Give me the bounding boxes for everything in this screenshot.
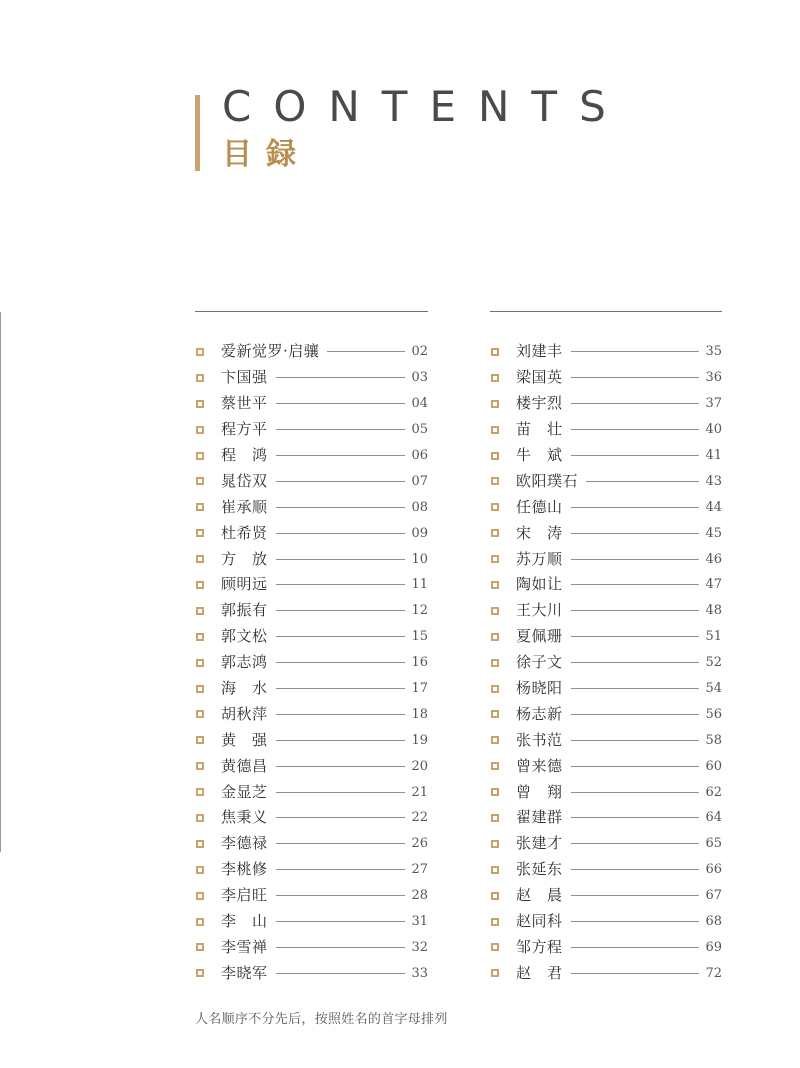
toc-entry-name: 张延东 xyxy=(516,860,563,879)
toc-entry[interactable] xyxy=(195,805,428,831)
toc-entry[interactable] xyxy=(195,572,428,598)
toc-entry-page: 26 xyxy=(411,836,428,852)
leader-line xyxy=(571,455,699,456)
toc-entry-name: 李桃修 xyxy=(221,860,268,879)
toc-entry-name: 欧阳璞石 xyxy=(516,471,579,490)
toc-entry[interactable] xyxy=(490,417,722,443)
toc-entry-name: 杨晓阳 xyxy=(516,679,563,698)
toc-entry-page: 56 xyxy=(705,706,722,722)
toc-entry[interactable] xyxy=(490,779,722,805)
toc-entry[interactable] xyxy=(490,960,722,986)
leader-line xyxy=(571,533,699,534)
toc-entry-page: 60 xyxy=(705,758,722,774)
leader-line xyxy=(276,584,405,585)
toc-entry-name: 郭文松 xyxy=(221,627,268,646)
square-bullet-icon xyxy=(196,452,204,460)
toc-entry[interactable] xyxy=(490,934,722,960)
square-bullet-icon xyxy=(491,840,499,848)
toc-entry-page: 02 xyxy=(411,344,428,360)
toc-entry-name: 焦秉义 xyxy=(221,808,268,827)
leader-line xyxy=(276,869,405,870)
toc-entry[interactable] xyxy=(490,391,722,417)
toc-list-left xyxy=(195,339,428,986)
leader-line xyxy=(276,714,405,715)
toc-entry[interactable] xyxy=(490,520,722,546)
toc-entry[interactable] xyxy=(490,572,722,598)
toc-entry[interactable] xyxy=(195,960,428,986)
toc-entry-page: 19 xyxy=(411,732,428,748)
toc-entry-page: 17 xyxy=(411,681,428,697)
toc-entry-page: 44 xyxy=(705,499,722,515)
toc-entry-name: 邹方程 xyxy=(516,937,563,956)
square-bullet-icon xyxy=(196,969,204,977)
toc-entry-page: 11 xyxy=(411,577,428,593)
toc-entry-page: 32 xyxy=(411,939,428,955)
toc-entry-name: 徐子文 xyxy=(516,653,563,672)
leader-line xyxy=(276,610,405,611)
footer-note: 人名顺序不分先后，按照姓名的首字母排列 xyxy=(195,1012,448,1027)
square-bullet-icon xyxy=(196,659,204,667)
square-bullet-icon xyxy=(196,788,204,796)
leader-line xyxy=(276,843,405,844)
title-accent-bar xyxy=(195,95,200,171)
toc-entry[interactable] xyxy=(490,676,722,702)
toc-entry-page: 45 xyxy=(705,525,722,541)
toc-entry-name: 任德山 xyxy=(516,497,563,516)
leader-line xyxy=(571,662,699,663)
toc-entry[interactable] xyxy=(490,546,722,572)
toc-entry[interactable] xyxy=(490,624,722,650)
square-bullet-icon xyxy=(491,788,499,796)
toc-entry-name: 蔡世平 xyxy=(221,394,268,413)
toc-entry[interactable] xyxy=(490,753,722,779)
toc-entry-page: 18 xyxy=(411,706,428,722)
toc-entry-name: 牛 斌 xyxy=(516,446,563,464)
square-bullet-icon xyxy=(196,633,204,641)
leader-line xyxy=(276,636,405,637)
toc-entry-name: 张书范 xyxy=(516,730,563,749)
square-bullet-icon xyxy=(196,710,204,718)
toc-entry-page: 03 xyxy=(411,370,428,386)
square-bullet-icon xyxy=(196,736,204,744)
square-bullet-icon xyxy=(491,866,499,874)
square-bullet-icon xyxy=(491,918,499,926)
toc-entry[interactable] xyxy=(195,339,428,365)
leader-line xyxy=(571,610,699,611)
toc-entry-name: 李德禄 xyxy=(221,834,268,853)
toc-entry-name: 李晓军 xyxy=(221,963,268,982)
square-bullet-icon xyxy=(491,685,499,693)
square-bullet-icon xyxy=(196,607,204,615)
leader-line xyxy=(276,947,405,948)
leader-line xyxy=(571,507,699,508)
page-edge-rule xyxy=(0,312,1,852)
leader-line xyxy=(276,429,405,430)
toc-entry-page: 52 xyxy=(705,655,722,671)
toc-entry-page: 43 xyxy=(705,473,722,489)
square-bullet-icon xyxy=(491,503,499,511)
toc-entry[interactable] xyxy=(195,417,428,443)
toc-entry-page: 48 xyxy=(705,603,722,619)
toc-entry[interactable] xyxy=(490,857,722,883)
toc-entry-page: 40 xyxy=(705,422,722,438)
toc-entry-page: 08 xyxy=(411,499,428,515)
toc-entry[interactable] xyxy=(490,831,722,857)
leader-line xyxy=(276,817,405,818)
toc-entry-name: 曾来德 xyxy=(516,756,563,775)
toc-entry-name: 杨志新 xyxy=(516,704,563,723)
toc-entry[interactable] xyxy=(195,727,428,753)
toc-entry-name: 王大川 xyxy=(516,601,563,620)
square-bullet-icon xyxy=(491,633,499,641)
toc-entry[interactable] xyxy=(195,883,428,909)
toc-entry[interactable] xyxy=(490,650,722,676)
leader-line xyxy=(571,792,699,793)
toc-entry-name: 黄德昌 xyxy=(221,756,268,775)
toc-entry[interactable] xyxy=(490,494,722,520)
toc-entry[interactable] xyxy=(195,365,428,391)
toc-entry-name: 程方平 xyxy=(221,420,268,439)
toc-entry-name: 翟建群 xyxy=(516,808,563,827)
square-bullet-icon xyxy=(491,374,499,382)
leader-line xyxy=(571,817,699,818)
toc-entry-page: 10 xyxy=(411,551,428,567)
leader-line xyxy=(571,869,699,870)
page-title-cn: 目録 xyxy=(222,137,310,172)
toc-entry-name: 楼宇烈 xyxy=(516,394,563,413)
toc-entry[interactable] xyxy=(195,443,428,469)
square-bullet-icon xyxy=(491,555,499,563)
leader-line xyxy=(571,766,699,767)
square-bullet-icon xyxy=(196,685,204,693)
toc-column-left xyxy=(195,311,428,982)
toc-entry-name: 赵同科 xyxy=(516,912,563,931)
column-top-rule xyxy=(490,311,722,312)
toc-entry-name: 海 水 xyxy=(221,679,268,698)
toc-entry-name: 赵 晨 xyxy=(516,886,563,905)
toc-entry-page: 27 xyxy=(411,862,428,878)
toc-entry[interactable] xyxy=(490,909,722,935)
square-bullet-icon xyxy=(491,581,499,589)
square-bullet-icon xyxy=(196,762,204,770)
leader-line xyxy=(571,947,699,948)
leader-line xyxy=(571,377,699,378)
leader-line xyxy=(571,403,699,404)
toc-entry-name: 晁岱双 xyxy=(221,471,268,490)
toc-entry-page: 36 xyxy=(705,370,722,386)
square-bullet-icon xyxy=(196,892,204,900)
toc-entry-name: 曾 翔 xyxy=(516,782,563,801)
toc-entry-name: 刘建丰 xyxy=(516,342,563,361)
leader-line xyxy=(571,973,699,974)
leader-line xyxy=(276,921,405,922)
toc-entry[interactable] xyxy=(195,831,428,857)
toc-entry[interactable] xyxy=(490,598,722,624)
square-bullet-icon xyxy=(491,426,499,434)
toc-entry[interactable] xyxy=(195,391,428,417)
square-bullet-icon xyxy=(196,555,204,563)
square-bullet-icon xyxy=(491,348,499,356)
square-bullet-icon xyxy=(196,374,204,382)
page-title-en: CONTENTS xyxy=(222,82,628,131)
toc-entry-name: 李启旺 xyxy=(221,886,268,905)
leader-line xyxy=(571,921,699,922)
leader-line xyxy=(586,481,699,482)
toc-entry[interactable] xyxy=(490,339,722,365)
toc-entry-page: 20 xyxy=(411,758,428,774)
toc-entry-page: 46 xyxy=(705,551,722,567)
toc-entry[interactable] xyxy=(490,701,722,727)
square-bullet-icon xyxy=(491,607,499,615)
square-bullet-icon xyxy=(491,659,499,667)
toc-entry-page: 41 xyxy=(705,448,722,463)
toc-entry-page: 64 xyxy=(705,810,722,826)
toc-entry[interactable] xyxy=(195,934,428,960)
toc-entry[interactable] xyxy=(195,676,428,702)
square-bullet-icon xyxy=(196,840,204,848)
toc-entry-page: 06 xyxy=(411,448,428,463)
square-bullet-icon xyxy=(196,814,204,822)
square-bullet-icon xyxy=(196,348,204,356)
toc-entry-page: 04 xyxy=(411,396,428,412)
toc-entry[interactable] xyxy=(490,727,722,753)
square-bullet-icon xyxy=(196,400,204,408)
toc-entry-name: 梁国英 xyxy=(516,368,563,387)
square-bullet-icon xyxy=(491,892,499,900)
toc-entry[interactable] xyxy=(195,909,428,935)
toc-entry-name: 宋 涛 xyxy=(516,523,563,542)
toc-list-right xyxy=(490,339,722,986)
leader-line xyxy=(276,973,405,974)
toc-entry-name: 卞国强 xyxy=(221,368,268,387)
toc-entry-page: 15 xyxy=(411,629,428,645)
toc-entry[interactable] xyxy=(195,779,428,805)
square-bullet-icon xyxy=(491,943,499,951)
square-bullet-icon xyxy=(196,918,204,926)
leader-line xyxy=(571,895,699,896)
toc-entry-page: 31 xyxy=(411,914,428,930)
toc-entry[interactable] xyxy=(490,883,722,909)
toc-entry-page: 22 xyxy=(411,810,428,826)
toc-entry-page: 65 xyxy=(705,836,722,852)
toc-entry[interactable] xyxy=(195,546,428,572)
toc-entry-name: 郭志鸿 xyxy=(221,653,268,672)
toc-entry[interactable] xyxy=(195,520,428,546)
toc-entry-page: 35 xyxy=(705,344,722,360)
toc-entry-page: 51 xyxy=(705,629,722,645)
toc-entry-name: 方 放 xyxy=(221,549,268,568)
square-bullet-icon xyxy=(491,969,499,977)
leader-line xyxy=(276,455,405,456)
leader-line xyxy=(276,792,405,793)
square-bullet-icon xyxy=(491,529,499,537)
leader-line xyxy=(276,533,405,534)
toc-entry-name: 陶如让 xyxy=(516,575,563,594)
leader-line xyxy=(276,507,405,508)
toc-entry[interactable] xyxy=(490,365,722,391)
square-bullet-icon xyxy=(491,400,499,408)
toc-entry-name: 顾明远 xyxy=(221,575,268,594)
square-bullet-icon xyxy=(491,736,499,744)
toc-entry-name: 李 山 xyxy=(221,912,268,931)
leader-line xyxy=(276,740,405,741)
toc-entry-page: 54 xyxy=(705,681,722,697)
toc-entry-page: 66 xyxy=(705,862,722,878)
leader-line xyxy=(276,377,405,378)
square-bullet-icon xyxy=(491,477,499,485)
toc-entry-name: 赵 君 xyxy=(516,963,563,982)
toc-entry[interactable] xyxy=(195,753,428,779)
leader-line xyxy=(276,895,405,896)
leader-line xyxy=(571,351,699,352)
square-bullet-icon xyxy=(491,452,499,460)
leader-line xyxy=(571,584,699,585)
toc-entry-name: 金显芝 xyxy=(221,782,268,801)
toc-entry-page: 28 xyxy=(411,888,428,904)
toc-entry-name: 苗 壮 xyxy=(516,420,563,439)
toc-entry-name: 夏佩珊 xyxy=(516,627,563,646)
leader-line xyxy=(276,688,405,689)
toc-entry[interactable] xyxy=(195,650,428,676)
leader-line xyxy=(571,688,699,689)
toc-entry-name: 黄 强 xyxy=(221,730,268,749)
square-bullet-icon xyxy=(196,503,204,511)
toc-entry-page: 37 xyxy=(705,396,722,412)
toc-column-right xyxy=(490,311,722,982)
leader-line xyxy=(276,559,405,560)
leader-line xyxy=(571,559,699,560)
toc-entry-name: 杜希贤 xyxy=(221,523,268,542)
leader-line xyxy=(276,403,405,404)
leader-line xyxy=(571,714,699,715)
leader-line xyxy=(571,843,699,844)
toc-entry-name: 崔承顺 xyxy=(221,497,268,516)
toc-entry-page: 47 xyxy=(705,577,722,593)
toc-entry-page: 21 xyxy=(411,784,428,800)
toc-entry-page: 69 xyxy=(705,939,722,955)
toc-entry-name: 郭振有 xyxy=(221,601,268,620)
square-bullet-icon xyxy=(196,477,204,485)
toc-entry-page: 68 xyxy=(705,914,722,930)
square-bullet-icon xyxy=(196,943,204,951)
leader-line xyxy=(571,636,699,637)
leader-line xyxy=(276,662,405,663)
toc-entry[interactable] xyxy=(195,494,428,520)
toc-entry-page: 58 xyxy=(705,732,722,748)
square-bullet-icon xyxy=(196,529,204,537)
toc-entry-name: 爱新觉罗·启骧 xyxy=(221,342,320,361)
toc-entry[interactable] xyxy=(195,701,428,727)
toc-entry-page: 07 xyxy=(411,473,428,489)
toc-entry[interactable] xyxy=(195,468,428,494)
toc-entry[interactable] xyxy=(490,468,722,494)
toc-entry[interactable] xyxy=(195,857,428,883)
square-bullet-icon xyxy=(491,762,499,770)
square-bullet-icon xyxy=(196,426,204,434)
toc-entry-page: 16 xyxy=(411,655,428,671)
square-bullet-icon xyxy=(491,814,499,822)
toc-entry-name: 张建才 xyxy=(516,834,563,853)
square-bullet-icon xyxy=(491,710,499,718)
toc-entry[interactable] xyxy=(490,443,722,469)
toc-entry-name: 程 鸿 xyxy=(221,446,268,464)
toc-entry-page: 12 xyxy=(411,603,428,619)
toc-entry-page: 33 xyxy=(411,965,428,981)
toc-entry-page: 72 xyxy=(705,965,722,981)
leader-line xyxy=(276,766,405,767)
square-bullet-icon xyxy=(196,581,204,589)
toc-entry-name: 胡秋萍 xyxy=(221,704,268,723)
toc-entry-page: 67 xyxy=(705,888,722,904)
square-bullet-icon xyxy=(196,866,204,874)
leader-line xyxy=(571,740,699,741)
leader-line xyxy=(571,429,699,430)
leader-line xyxy=(276,481,405,482)
toc-entry[interactable] xyxy=(195,624,428,650)
toc-entry-name: 苏万顺 xyxy=(516,549,563,568)
toc-entry-name: 李雪禅 xyxy=(221,937,268,956)
toc-entry-page: 05 xyxy=(411,422,428,438)
toc-entry-page: 62 xyxy=(705,784,722,800)
toc-entry[interactable] xyxy=(490,805,722,831)
toc-entry[interactable] xyxy=(195,598,428,624)
column-top-rule xyxy=(195,311,428,312)
toc-entry-page: 09 xyxy=(411,525,428,541)
leader-line xyxy=(327,351,405,352)
